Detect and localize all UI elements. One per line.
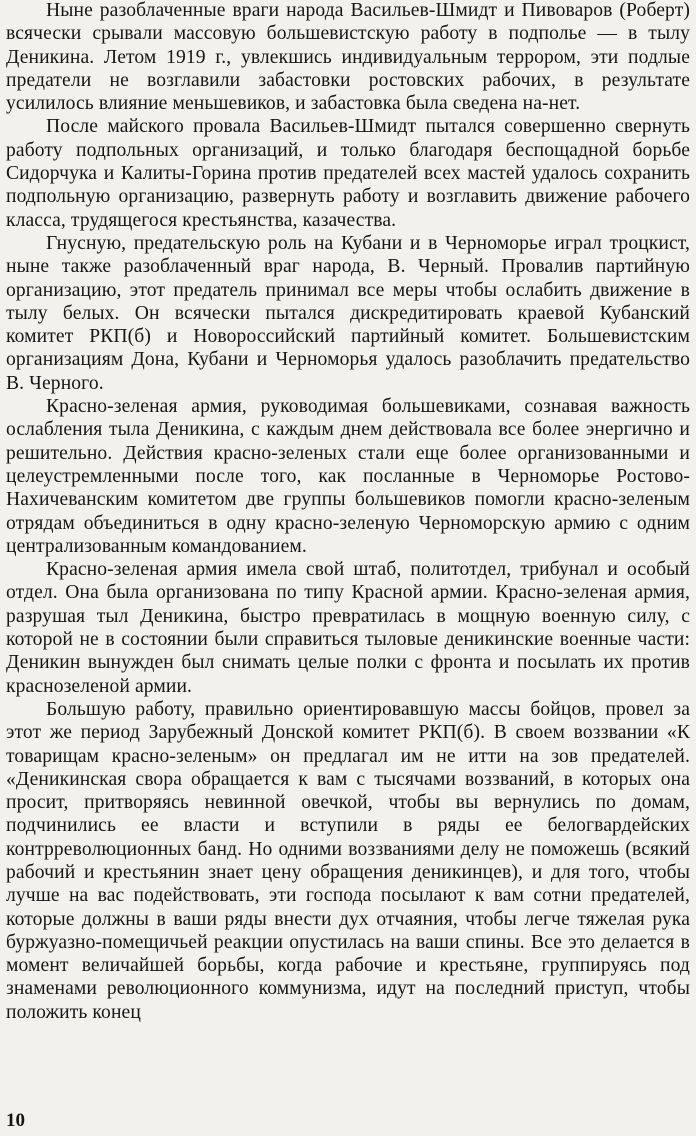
paragraph-1: Ныне разоблаченные враги народа Васильев-Шмидт и Пивоваров (Роберт) всячески срывали массовую большевистскую работу в подполье — в тылу Деникина. Летом 1919 г., увлекшись индивидуальным террором, эти подлые предатели не возглавили забастовки ростовских рабочих, в результате усилилось влияние меньшевиков, и забастовка была сведена на-нет.	[6, 0, 690, 115]
paragraph-5: Красно-зеленая армия имела свой штаб, политотдел, трибунал и особый отдел. Она была организована по типу Красной армии. Красно-зеленая армия, разрушая тыл Деникина, быстро превратилась в мощную военную силу, с которой не в состоянии были справиться тыловые деникинские военные части: Деникин вынужден был снимать целые полки с фронта и посылать их против краснозеленой армии.	[6, 559, 690, 697]
paragraph-2: После майского провала Васильев-Шмидт пытался совершенно свернуть работу подпольных организаций, и только благодаря беспощадной борьбе Сидорчука и Калиты-Горина против предателей всех мастей удалось сохранить подпольную организацию, развернуть работу и возглавить движение рабочего класса, трудящегося крестьянства, казачества.	[6, 116, 690, 231]
page-number: 10	[6, 1110, 25, 1131]
paragraph-6: Большую работу, правильно ориентировавшую массы бойцов, провел за этот же период Зарубежный Донской комитет РКП(б). В своем воззвании «К товарищам красно-зеленым» он предлагал им не итти на зов предателей. «Деникинская свора обращается к вам с тысячами воззваний, в которых она просит, притворяясь невинной овечкой, чтобы вы вернулись по домам, подчинились ее власти и вступили в ряды ее белогвардейских контрреволюционных банд. Но одними воззваниями делу не поможешь (всякий рабочий и крестьянин знает цену обращения деникинцев), и для того, чтобы лучше на вас подействовать, эти господа посылают к вам сотни предателей, которые должны в ваши ряды внести дух отчаяния, чтобы легче тяжелая рука буржуазно-помещичьей реакции опустилась на ваши спины. Все это делается в момент величайшей борьбы, когда рабочие и крестьяне, группируясь под знаменами революционного коммунизма, идут на последний приступ, чтобы положить конец	[6, 698, 690, 1023]
paragraph-3: Гнусную, предательскую роль на Кубани и в Черноморье играл троцкист, ныне также разоблаченный враг народа, В. Черный. Провалив партийную организацию, этот предатель принимал все меры чтобы ослабить движение в тылу белых. Он всячески пытался дискредитировать краевой Кубанский комитет РКП(б) и Новороссийский партийный комитет. Большевистским организациям Дона, Кубани и Черноморья удалось разоблачить предательство В. Черного.	[6, 232, 690, 394]
paragraph-4: Красно-зеленая армия, руководимая большевиками, сознавая важность ослабления тыла Деникина, с каждым днем действовала все более энергично и решительно. Действия красно-зеленых стали еще более организованными и целеустремленными после того, как посланные в Черноморье Ростово-Нахичеванским комитетом две группы большевиков помогли красно-зеленым отрядам объединиться в одну красно-зеленую Черноморскую армию с одним централизованным командованием.	[6, 396, 690, 557]
body-text	[6, 0, 690, 1024]
